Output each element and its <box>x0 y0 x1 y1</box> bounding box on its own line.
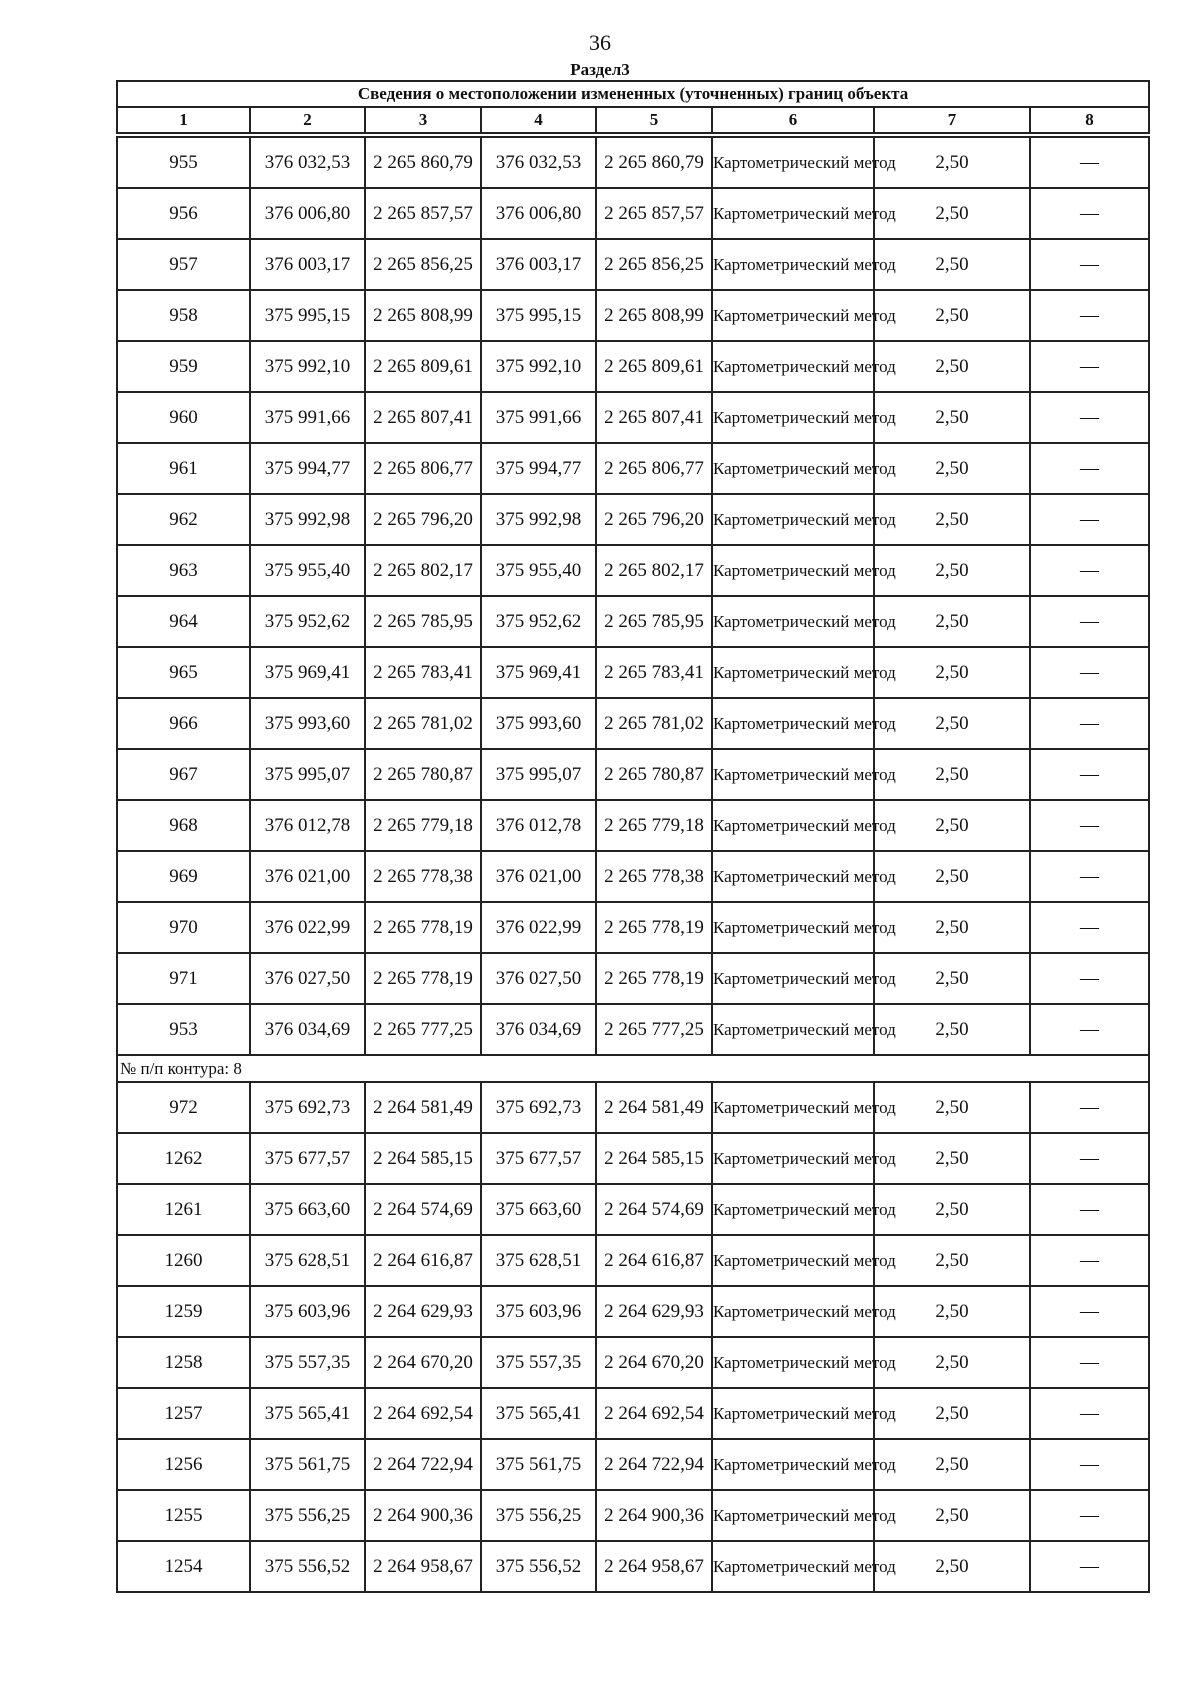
table-row <box>117 1184 1149 1235</box>
note-cell: — <box>1030 1184 1149 1235</box>
point-number-cell: 956 <box>117 188 250 239</box>
point-number-cell: 966 <box>117 698 250 749</box>
x-old-cell: 375 955,40 <box>250 545 365 596</box>
x-new-cell: 375 995,07 <box>481 749 596 800</box>
point-number-cell: 961 <box>117 443 250 494</box>
point-number-cell: 971 <box>117 953 250 1004</box>
method-cell: Картометрический метод <box>712 443 874 494</box>
y-old-cell: 2 264 629,93 <box>365 1286 481 1337</box>
point-number-cell: 960 <box>117 392 250 443</box>
x-new-cell: 375 677,57 <box>481 1133 596 1184</box>
x-old-cell: 375 995,07 <box>250 749 365 800</box>
note-cell: — <box>1030 851 1149 902</box>
method-cell: Картометрический метод <box>712 596 874 647</box>
y-new-cell: 2 265 781,02 <box>596 698 712 749</box>
accuracy-cell: 2,50 <box>874 1133 1030 1184</box>
table-row <box>117 1082 1149 1133</box>
x-old-cell: 375 992,98 <box>250 494 365 545</box>
method-cell: Картометрический метод <box>712 188 874 239</box>
point-number-cell: 962 <box>117 494 250 545</box>
accuracy-cell: 2,50 <box>874 800 1030 851</box>
x-old-cell: 375 561,75 <box>250 1439 365 1490</box>
x-new-cell: 375 603,96 <box>481 1286 596 1337</box>
point-number-cell: 965 <box>117 647 250 698</box>
note-cell: — <box>1030 545 1149 596</box>
point-number-cell: 1256 <box>117 1439 250 1490</box>
y-old-cell: 2 265 780,87 <box>365 749 481 800</box>
x-new-cell: 375 955,40 <box>481 545 596 596</box>
column-header-3: 3 <box>365 107 481 133</box>
note-cell: — <box>1030 800 1149 851</box>
method-cell: Картометрический метод <box>712 137 874 188</box>
note-cell: — <box>1030 1082 1149 1133</box>
accuracy-cell: 2,50 <box>874 1184 1030 1235</box>
point-number-cell: 963 <box>117 545 250 596</box>
x-old-cell: 375 565,41 <box>250 1388 365 1439</box>
y-new-cell: 2 265 856,25 <box>596 239 712 290</box>
section-title: Раздел3 <box>570 60 630 79</box>
column-header-8: 8 <box>1030 107 1149 133</box>
point-number-cell: 972 <box>117 1082 250 1133</box>
x-old-cell: 375 557,35 <box>250 1337 365 1388</box>
accuracy-cell: 2,50 <box>874 1082 1030 1133</box>
page-number: 36 <box>589 30 611 55</box>
x-new-cell: 376 006,80 <box>481 188 596 239</box>
y-new-cell: 2 264 722,94 <box>596 1439 712 1490</box>
column-header-2: 2 <box>250 107 365 133</box>
method-cell: Картометрический метод <box>712 851 874 902</box>
x-old-cell: 376 032,53 <box>250 137 365 188</box>
y-old-cell: 2 264 581,49 <box>365 1082 481 1133</box>
method-cell: Картометрический метод <box>712 545 874 596</box>
point-number-cell: 1261 <box>117 1184 250 1235</box>
point-number-cell: 959 <box>117 341 250 392</box>
note-cell: — <box>1030 953 1149 1004</box>
note-cell: — <box>1030 1133 1149 1184</box>
y-old-cell: 2 265 807,41 <box>365 392 481 443</box>
method-cell: Картометрический метод <box>712 953 874 1004</box>
y-new-cell: 2 265 783,41 <box>596 647 712 698</box>
accuracy-cell: 2,50 <box>874 494 1030 545</box>
note-cell: — <box>1030 647 1149 698</box>
table-row <box>117 596 1149 647</box>
accuracy-cell: 2,50 <box>874 851 1030 902</box>
table-row <box>117 290 1149 341</box>
method-cell: Картометрический метод <box>712 698 874 749</box>
table-row <box>117 1439 1149 1490</box>
table-row <box>117 1388 1149 1439</box>
accuracy-cell: 2,50 <box>874 545 1030 596</box>
method-cell: Картометрический метод <box>712 1439 874 1490</box>
method-cell: Картометрический метод <box>712 290 874 341</box>
note-cell: — <box>1030 392 1149 443</box>
y-new-cell: 2 265 802,17 <box>596 545 712 596</box>
method-cell: Картометрический метод <box>712 1133 874 1184</box>
accuracy-cell: 2,50 <box>874 239 1030 290</box>
x-old-cell: 375 628,51 <box>250 1235 365 1286</box>
note-cell: — <box>1030 698 1149 749</box>
table-row <box>117 494 1149 545</box>
column-header-7: 7 <box>874 107 1030 133</box>
table-row <box>117 137 1149 188</box>
y-new-cell: 2 264 900,36 <box>596 1490 712 1541</box>
y-old-cell: 2 264 958,67 <box>365 1541 481 1592</box>
y-new-cell: 2 265 860,79 <box>596 137 712 188</box>
accuracy-cell: 2,50 <box>874 392 1030 443</box>
x-old-cell: 376 027,50 <box>250 953 365 1004</box>
note-cell: — <box>1030 596 1149 647</box>
note-cell: — <box>1030 137 1149 188</box>
y-old-cell: 2 264 585,15 <box>365 1133 481 1184</box>
accuracy-cell: 2,50 <box>874 1490 1030 1541</box>
y-new-cell: 2 265 808,99 <box>596 290 712 341</box>
y-new-cell: 2 264 958,67 <box>596 1541 712 1592</box>
method-cell: Картометрический метод <box>712 1082 874 1133</box>
note-cell: — <box>1030 443 1149 494</box>
y-new-cell: 2 264 581,49 <box>596 1082 712 1133</box>
x-new-cell: 375 969,41 <box>481 647 596 698</box>
accuracy-cell: 2,50 <box>874 188 1030 239</box>
y-old-cell: 2 265 778,19 <box>365 902 481 953</box>
x-old-cell: 376 034,69 <box>250 1004 365 1055</box>
method-cell: Картометрический метод <box>712 902 874 953</box>
point-number-cell: 953 <box>117 1004 250 1055</box>
method-cell: Картометрический метод <box>712 341 874 392</box>
x-new-cell: 375 557,35 <box>481 1337 596 1388</box>
method-cell: Картометрический метод <box>712 749 874 800</box>
x-old-cell: 375 993,60 <box>250 698 365 749</box>
y-old-cell: 2 264 670,20 <box>365 1337 481 1388</box>
x-new-cell: 375 556,25 <box>481 1490 596 1541</box>
method-cell: Картометрический метод <box>712 1286 874 1337</box>
y-new-cell: 2 265 780,87 <box>596 749 712 800</box>
accuracy-cell: 2,50 <box>874 698 1030 749</box>
note-cell: — <box>1030 188 1149 239</box>
y-new-cell: 2 265 778,19 <box>596 953 712 1004</box>
x-new-cell: 375 556,52 <box>481 1541 596 1592</box>
y-old-cell: 2 265 778,19 <box>365 953 481 1004</box>
y-old-cell: 2 265 777,25 <box>365 1004 481 1055</box>
method-cell: Картометрический метод <box>712 494 874 545</box>
table-row <box>117 545 1149 596</box>
y-old-cell: 2 265 781,02 <box>365 698 481 749</box>
y-old-cell: 2 265 779,18 <box>365 800 481 851</box>
x-old-cell: 375 992,10 <box>250 341 365 392</box>
accuracy-cell: 2,50 <box>874 1439 1030 1490</box>
note-cell: — <box>1030 749 1149 800</box>
y-old-cell: 2 265 808,99 <box>365 290 481 341</box>
point-number-cell: 1254 <box>117 1541 250 1592</box>
x-new-cell: 375 992,10 <box>481 341 596 392</box>
table-row <box>117 647 1149 698</box>
x-new-cell: 376 022,99 <box>481 902 596 953</box>
accuracy-cell: 2,50 <box>874 1337 1030 1388</box>
note-cell: — <box>1030 239 1149 290</box>
method-cell: Картометрический метод <box>712 800 874 851</box>
x-new-cell: 376 012,78 <box>481 800 596 851</box>
table-row <box>117 1133 1149 1184</box>
method-cell: Картометрический метод <box>712 1337 874 1388</box>
point-number-cell: 967 <box>117 749 250 800</box>
x-old-cell: 375 663,60 <box>250 1184 365 1235</box>
table-row <box>117 800 1149 851</box>
accuracy-cell: 2,50 <box>874 902 1030 953</box>
column-header-1: 1 <box>117 107 250 133</box>
y-new-cell: 2 265 807,41 <box>596 392 712 443</box>
table-row <box>117 953 1149 1004</box>
accuracy-cell: 2,50 <box>874 137 1030 188</box>
x-new-cell: 375 565,41 <box>481 1388 596 1439</box>
x-new-cell: 376 027,50 <box>481 953 596 1004</box>
y-old-cell: 2 264 722,94 <box>365 1439 481 1490</box>
point-number-cell: 1259 <box>117 1286 250 1337</box>
accuracy-cell: 2,50 <box>874 647 1030 698</box>
x-new-cell: 375 994,77 <box>481 443 596 494</box>
y-new-cell: 2 265 809,61 <box>596 341 712 392</box>
x-old-cell: 375 994,77 <box>250 443 365 494</box>
table-row <box>117 1004 1149 1055</box>
note-cell: — <box>1030 902 1149 953</box>
x-new-cell: 375 628,51 <box>481 1235 596 1286</box>
note-cell: — <box>1030 1337 1149 1388</box>
x-new-cell: 375 991,66 <box>481 392 596 443</box>
x-old-cell: 376 006,80 <box>250 188 365 239</box>
accuracy-cell: 2,50 <box>874 596 1030 647</box>
table-row <box>117 188 1149 239</box>
point-number-cell: 968 <box>117 800 250 851</box>
table-row <box>117 443 1149 494</box>
y-new-cell: 2 265 779,18 <box>596 800 712 851</box>
table-row <box>117 1235 1149 1286</box>
method-cell: Картометрический метод <box>712 1184 874 1235</box>
method-cell: Картометрический метод <box>712 1490 874 1541</box>
x-old-cell: 376 022,99 <box>250 902 365 953</box>
accuracy-cell: 2,50 <box>874 1004 1030 1055</box>
x-old-cell: 375 677,57 <box>250 1133 365 1184</box>
table-row <box>117 341 1149 392</box>
y-old-cell: 2 264 616,87 <box>365 1235 481 1286</box>
table-row <box>117 1541 1149 1592</box>
contour-label: № п/п контура: 8 <box>117 1055 1149 1082</box>
accuracy-cell: 2,50 <box>874 1388 1030 1439</box>
point-number-cell: 958 <box>117 290 250 341</box>
note-cell: — <box>1030 1388 1149 1439</box>
table-row <box>117 902 1149 953</box>
column-header-6: 6 <box>712 107 874 133</box>
x-new-cell: 376 032,53 <box>481 137 596 188</box>
y-old-cell: 2 265 806,77 <box>365 443 481 494</box>
coordinates-table <box>116 80 1150 1593</box>
x-old-cell: 375 952,62 <box>250 596 365 647</box>
point-number-cell: 955 <box>117 137 250 188</box>
table-row <box>117 698 1149 749</box>
accuracy-cell: 2,50 <box>874 341 1030 392</box>
table-row <box>117 239 1149 290</box>
x-new-cell: 375 692,73 <box>481 1082 596 1133</box>
x-old-cell: 376 021,00 <box>250 851 365 902</box>
table-row <box>117 851 1149 902</box>
x-new-cell: 376 021,00 <box>481 851 596 902</box>
x-old-cell: 376 003,17 <box>250 239 365 290</box>
method-cell: Картометрический метод <box>712 647 874 698</box>
note-cell: — <box>1030 1541 1149 1592</box>
accuracy-cell: 2,50 <box>874 1541 1030 1592</box>
accuracy-cell: 2,50 <box>874 953 1030 1004</box>
y-new-cell: 2 265 785,95 <box>596 596 712 647</box>
x-new-cell: 375 995,15 <box>481 290 596 341</box>
y-old-cell: 2 265 809,61 <box>365 341 481 392</box>
x-new-cell: 375 993,60 <box>481 698 596 749</box>
table-row <box>117 1286 1149 1337</box>
note-cell: — <box>1030 1004 1149 1055</box>
y-new-cell: 2 265 778,38 <box>596 851 712 902</box>
point-number-cell: 1257 <box>117 1388 250 1439</box>
y-old-cell: 2 264 692,54 <box>365 1388 481 1439</box>
y-old-cell: 2 265 778,38 <box>365 851 481 902</box>
accuracy-cell: 2,50 <box>874 443 1030 494</box>
point-number-cell: 957 <box>117 239 250 290</box>
column-header-4: 4 <box>481 107 596 133</box>
method-cell: Картометрический метод <box>712 392 874 443</box>
column-header-5: 5 <box>596 107 712 133</box>
method-cell: Картометрический метод <box>712 1388 874 1439</box>
accuracy-cell: 2,50 <box>874 290 1030 341</box>
y-new-cell: 2 265 778,19 <box>596 902 712 953</box>
point-number-cell: 969 <box>117 851 250 902</box>
point-number-cell: 964 <box>117 596 250 647</box>
y-new-cell: 2 265 777,25 <box>596 1004 712 1055</box>
x-old-cell: 375 556,25 <box>250 1490 365 1541</box>
y-new-cell: 2 264 692,54 <box>596 1388 712 1439</box>
x-old-cell: 376 012,78 <box>250 800 365 851</box>
x-old-cell: 375 603,96 <box>250 1286 365 1337</box>
note-cell: — <box>1030 494 1149 545</box>
x-new-cell: 375 663,60 <box>481 1184 596 1235</box>
y-old-cell: 2 265 860,79 <box>365 137 481 188</box>
y-old-cell: 2 265 783,41 <box>365 647 481 698</box>
point-number-cell: 970 <box>117 902 250 953</box>
x-old-cell: 375 991,66 <box>250 392 365 443</box>
y-new-cell: 2 265 857,57 <box>596 188 712 239</box>
accuracy-cell: 2,50 <box>874 1286 1030 1337</box>
method-cell: Картометрический метод <box>712 1235 874 1286</box>
y-old-cell: 2 264 574,69 <box>365 1184 481 1235</box>
method-cell: Картометрический метод <box>712 1541 874 1592</box>
y-new-cell: 2 264 629,93 <box>596 1286 712 1337</box>
y-new-cell: 2 264 670,20 <box>596 1337 712 1388</box>
x-old-cell: 375 556,52 <box>250 1541 365 1592</box>
y-old-cell: 2 265 802,17 <box>365 545 481 596</box>
method-cell: Картометрический метод <box>712 239 874 290</box>
y-new-cell: 2 264 616,87 <box>596 1235 712 1286</box>
y-old-cell: 2 265 856,25 <box>365 239 481 290</box>
y-new-cell: 2 265 796,20 <box>596 494 712 545</box>
y-old-cell: 2 265 785,95 <box>365 596 481 647</box>
note-cell: — <box>1030 1235 1149 1286</box>
y-new-cell: 2 264 574,69 <box>596 1184 712 1235</box>
x-old-cell: 375 995,15 <box>250 290 365 341</box>
table-row <box>117 749 1149 800</box>
x-old-cell: 375 692,73 <box>250 1082 365 1133</box>
table-row <box>117 1490 1149 1541</box>
table-row <box>117 1337 1149 1388</box>
note-cell: — <box>1030 341 1149 392</box>
y-old-cell: 2 265 796,20 <box>365 494 481 545</box>
accuracy-cell: 2,50 <box>874 1235 1030 1286</box>
method-cell: Картометрический метод <box>712 1004 874 1055</box>
x-old-cell: 375 969,41 <box>250 647 365 698</box>
accuracy-cell: 2,50 <box>874 749 1030 800</box>
y-new-cell: 2 264 585,15 <box>596 1133 712 1184</box>
point-number-cell: 1255 <box>117 1490 250 1541</box>
y-old-cell: 2 264 900,36 <box>365 1490 481 1541</box>
point-number-cell: 1258 <box>117 1337 250 1388</box>
y-new-cell: 2 265 806,77 <box>596 443 712 494</box>
table-row <box>117 392 1149 443</box>
x-new-cell: 376 034,69 <box>481 1004 596 1055</box>
note-cell: — <box>1030 1439 1149 1490</box>
note-cell: — <box>1030 1286 1149 1337</box>
point-number-cell: 1260 <box>117 1235 250 1286</box>
x-new-cell: 375 952,62 <box>481 596 596 647</box>
x-new-cell: 375 992,98 <box>481 494 596 545</box>
note-cell: — <box>1030 290 1149 341</box>
y-old-cell: 2 265 857,57 <box>365 188 481 239</box>
note-cell: — <box>1030 1490 1149 1541</box>
point-number-cell: 1262 <box>117 1133 250 1184</box>
table-caption: Сведения о местоположении измененных (уточненных) границ объекта <box>117 81 1149 107</box>
x-new-cell: 375 561,75 <box>481 1439 596 1490</box>
x-new-cell: 376 003,17 <box>481 239 596 290</box>
